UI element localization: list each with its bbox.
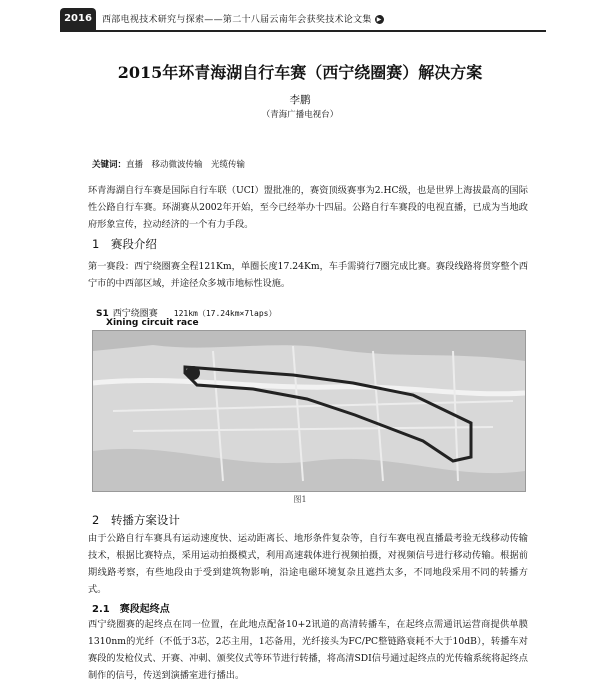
map-name: 西宁绕圈赛 (112, 309, 158, 319)
section-1-heading: 1 赛段介绍 (92, 237, 157, 251)
start-finish-marker (186, 366, 200, 380)
section-2-body: 由于公路自行车赛具有运动速度快、运动距离长、地形条件复杂等，自行车赛电视直播最考验无线移动传输技术，根据比赛特点，采用运动拍摄模式，利用高速载体进行视频拍摄，对视频信号进行移动传输。根据前期线路考察，有些地段由于受到建筑物影响，沿途电磁环境复杂且遮挡太多，不同地段采用不同的转播方式。 (88, 533, 528, 595)
map-stage-label: S1 (96, 309, 109, 319)
journal-title: 西部电视技术研究与探索——第二十八届云南年会获奖技术论文集 ▶ (102, 12, 384, 25)
figure-caption: 图1 (293, 495, 307, 504)
map-english-title: Xining circuit race (106, 318, 199, 328)
keywords (92, 158, 245, 170)
arrow-right-icon: ▶ (375, 15, 384, 24)
author: 李鹏 (289, 94, 311, 106)
article-title: 2015年环青海湖自行车赛（西宁绕圈赛）解决方案 (117, 63, 483, 82)
keywords-text: 直播 移动微波传输 光缆传输 (126, 160, 246, 170)
section-2-heading: 2 转播方案设计 (92, 513, 180, 527)
section-2-1-body: 西宁绕圈赛的起终点在同一位置，在此地点配备10+2讯道的高清转播车，在起终点需通讯运营商提供单膜1310nm的光纤（不低于3芯，2芯主用，1芯备用，光纤接头为FC/PC整链路衰耗不大于10dB），转播车对赛段的发枪仪式、开赛、冲刺、颁奖仪式等环节进行转播，将高清SDI信号通过起终点的光传输系统将起终点制作的信号，传送到演播室进行播出。 (88, 619, 528, 681)
section-1-body: 第一赛段：西宁绕圈赛全程121Km，单圈长度17.24Km，车手需骑行7圈完成比赛。赛段线路将贯穿整个西宁市的中西部区域，并途径众多城市地标性设施。 (88, 261, 528, 289)
section-2-1-heading: 2.1 赛段起终点 (92, 604, 170, 615)
running-header (60, 8, 546, 32)
map-distance: 121km（17.24km×7laps） (173, 309, 277, 318)
year-badge: 2016 (60, 8, 96, 30)
affiliation: （青海广播电视台） (261, 110, 339, 120)
route-map (92, 330, 526, 492)
keywords-label: 关键词： (92, 160, 127, 170)
intro-paragraph: 环青海湖自行车赛是国际自行车联（UCI）盟批准的，赛资顶级赛事为2.HC级，也是世界上海拔最高的国际性公路自行车赛。环湖赛从2002年开始，至今已经举办十四届。公路自行车赛段的电视直播，已成为当地政府形象宣传，拉动经济的一个有力手段。 (88, 185, 528, 230)
